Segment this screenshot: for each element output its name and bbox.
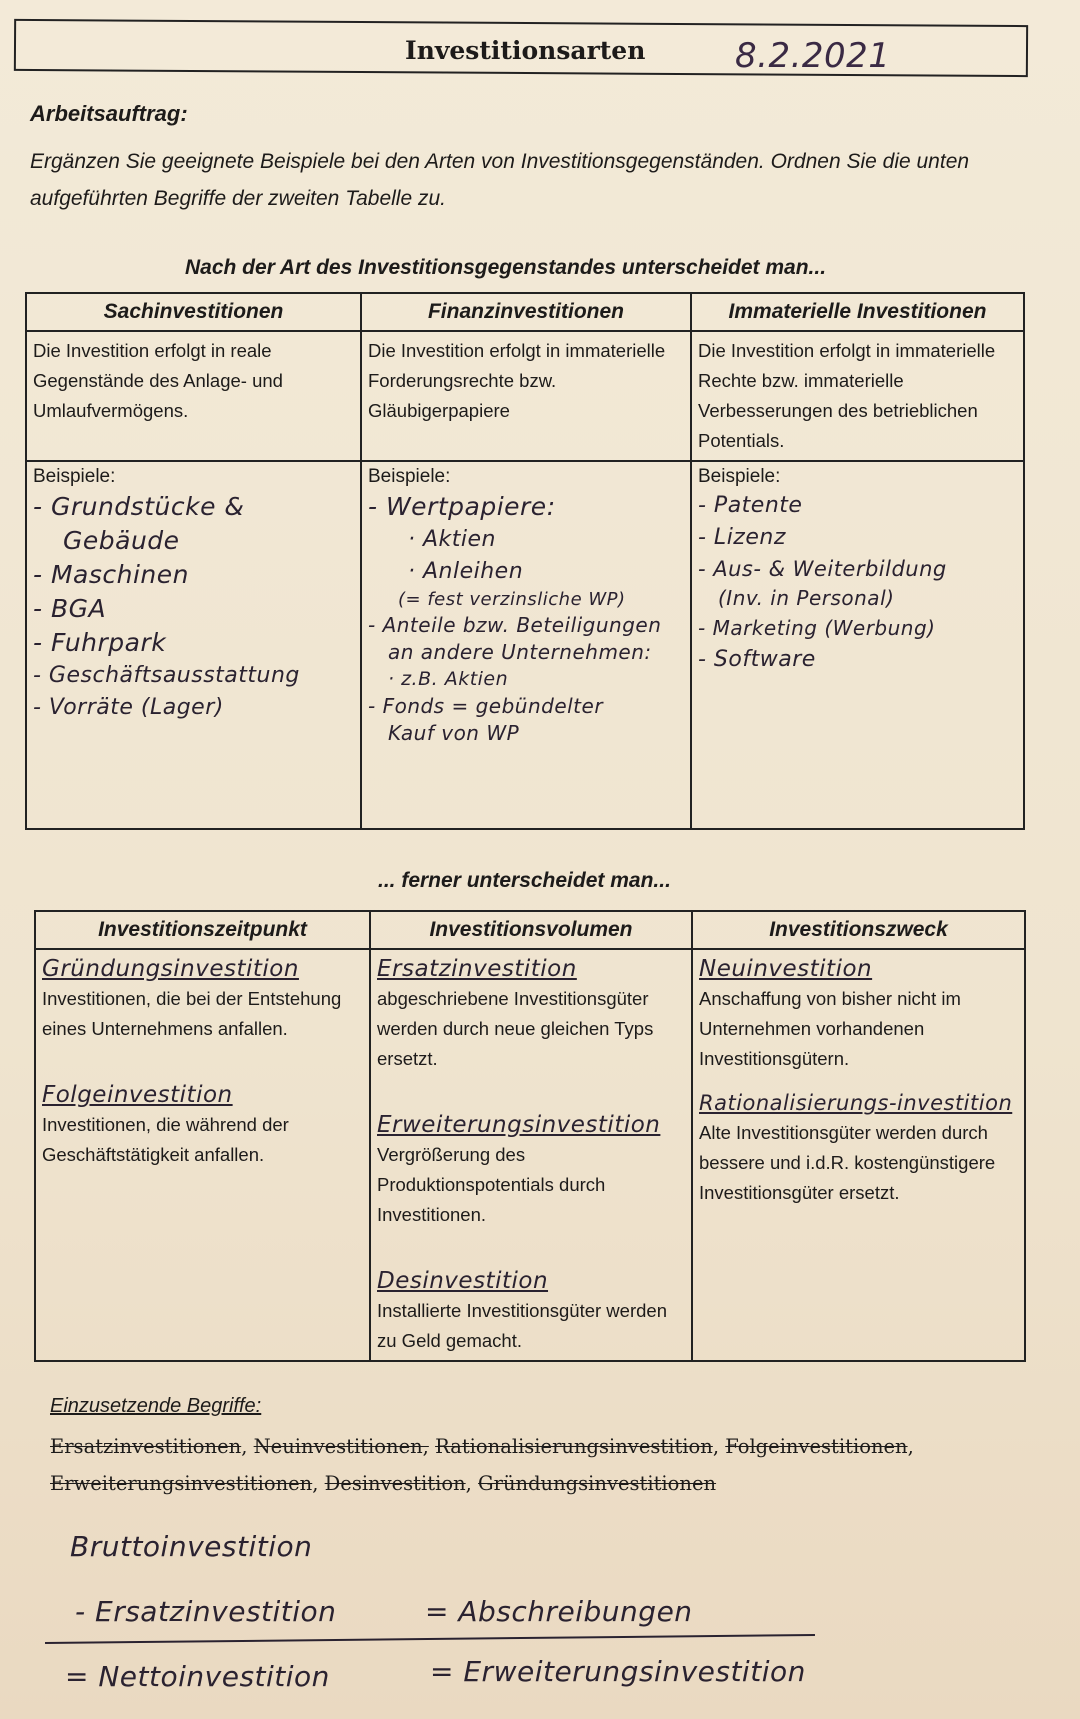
examples-label: Beispiele: bbox=[368, 466, 451, 487]
example-item: - Marketing (Werbung) bbox=[698, 616, 936, 640]
example-item: - Wertpapiere: bbox=[368, 492, 556, 521]
example-item: · Anleihen bbox=[408, 559, 524, 584]
handwritten-term: Erweiterungsinvestition bbox=[377, 1112, 661, 1138]
note-line: Bruttoinvestition bbox=[70, 1530, 313, 1563]
term-description: Installierte Investitionsgüter werden zu Geld gemacht. bbox=[377, 1300, 667, 1351]
note-line: = Nettoinvestition bbox=[65, 1660, 330, 1693]
example-item: - BGA bbox=[33, 594, 107, 623]
example-item: an andere Unternehmen: bbox=[388, 640, 652, 664]
col-header-zeitpunkt: Investitionszeitpunkt bbox=[35, 911, 370, 949]
example-item: Gebäude bbox=[63, 526, 180, 555]
term-description: Investitionen, die bei der Entstehung eines Unternehmens anfallen. bbox=[42, 988, 342, 1039]
col-header-volumen: Investitionsvolumen bbox=[370, 911, 692, 949]
examples-cell bbox=[361, 461, 691, 829]
col-header-immaterielle: Immaterielle Investitionen bbox=[691, 293, 1024, 331]
term-crossed: Erweiterungsinvestitionen bbox=[50, 1472, 313, 1495]
term-crossed: Desinvestition bbox=[324, 1472, 466, 1495]
example-item: - Grundstücke & bbox=[33, 492, 245, 521]
table1-heading: Nach der Art des Investitionsgegenstandes unterscheidet man... bbox=[185, 256, 827, 279]
term-crossed: Rationalisierungsinvestition bbox=[435, 1435, 713, 1458]
example-item: - Aus- & Weiterbildung bbox=[698, 557, 947, 581]
example-item: - Maschinen bbox=[33, 560, 189, 589]
table2-heading: ... ferner unterscheidet man... bbox=[378, 869, 671, 892]
example-item: (Inv. in Personal) bbox=[718, 586, 895, 610]
example-item: - Geschäftsausstattung bbox=[33, 663, 300, 688]
example-item: - Patente bbox=[698, 493, 803, 518]
example-item: (= fest verzinsliche WP) bbox=[398, 589, 626, 610]
example-item: Kauf von WP bbox=[388, 721, 520, 745]
terms-cell bbox=[370, 949, 692, 1361]
example-item: - Fonds = gebündelter bbox=[368, 694, 604, 718]
term-description: Alte Investitionsgüter werden durch bessere und i.d.R. kostengünstigere Investitionsgüter ersetzt. bbox=[699, 1122, 996, 1203]
description-cell: Die Investition erfolgt in reale Gegenstände des Anlage- und Umlaufvermögens. bbox=[26, 331, 361, 461]
terms-cell bbox=[35, 949, 370, 1361]
example-item: · Aktien bbox=[408, 527, 496, 552]
terms-list: Ersatzinvestitionen, Neuinvestitionen, Rationalisierungsinvestition, Folgeinvestitionen, Erweiterungsinvestitionen, Desinvestition, Gründungsinvestitionen bbox=[50, 1435, 914, 1495]
example-item: - Software bbox=[698, 647, 816, 672]
col-header-sachinvestitionen: Sachinvestitionen bbox=[26, 293, 361, 331]
col-header-finanzinvestitionen: Finanzinvestitionen bbox=[361, 293, 691, 331]
note-line: = Abschreibungen bbox=[425, 1595, 693, 1628]
example-item: - Fuhrpark bbox=[33, 628, 167, 657]
handwritten-term: Rationalisierungs-investition bbox=[699, 1091, 1013, 1115]
example-item: - Vorräte (Lager) bbox=[33, 695, 224, 720]
term-crossed: Ersatzinvestitionen bbox=[50, 1435, 242, 1458]
example-item: · z.B. Aktien bbox=[388, 668, 509, 690]
handwritten-term: Ersatzinvestition bbox=[377, 956, 577, 982]
note-line: - Ersatzinvestition bbox=[75, 1595, 337, 1628]
terms-cell bbox=[692, 949, 1025, 1361]
investment-object-table bbox=[25, 292, 1025, 830]
example-item: - Anteile bzw. Beteiligungen bbox=[368, 613, 662, 637]
handwritten-term: Folgeinvestition bbox=[42, 1082, 233, 1108]
term-crossed: Gründungsinvestitionen bbox=[478, 1472, 717, 1495]
terms-heading: Einzusetzende Begriffe: bbox=[50, 1395, 262, 1417]
investment-type-table bbox=[34, 910, 1026, 1362]
handwritten-term: Desinvestition bbox=[377, 1268, 549, 1294]
handwritten-term: Gründungsinvestition bbox=[42, 956, 299, 982]
examples-label: Beispiele: bbox=[33, 466, 116, 487]
term-description: Vergrößerung des Produktionspotentials durch Investitionen. bbox=[377, 1144, 606, 1225]
task-text: Ergänzen Sie geeignete Beispiele bei den Arten von Investitionsgegenständen. Ordnen Sie die unten aufgeführten Begriffe der zweiten Tabelle zu. bbox=[30, 150, 970, 210]
examples-cell bbox=[691, 461, 1024, 829]
underline bbox=[45, 1634, 815, 1644]
example-item: - Lizenz bbox=[698, 525, 786, 550]
note-line: = Erweiterungsinvestition bbox=[430, 1655, 806, 1688]
examples-cell bbox=[26, 461, 361, 829]
task-heading: Arbeitsauftrag: bbox=[30, 101, 188, 126]
term-description: abgeschriebene Investitionsgüter werden durch neue gleichen Typs ersetzt. bbox=[377, 988, 654, 1069]
term-description: Anschaffung von bisher nicht im Unternehmen vorhandenen Investitionsgütern. bbox=[699, 988, 961, 1069]
term-crossed: Folgeinvestitionen bbox=[725, 1435, 908, 1458]
examples-label: Beispiele: bbox=[698, 466, 781, 487]
handwritten-term: Neuinvestition bbox=[699, 956, 873, 982]
col-header-zweck: Investitionszweck bbox=[692, 911, 1025, 949]
term-crossed: Neuinvestitionen, bbox=[253, 1435, 429, 1458]
page-title: Investitionsarten bbox=[405, 36, 646, 65]
description-cell: Die Investition erfolgt in immaterielle Forderungsrechte bzw. Gläubigerpapiere bbox=[361, 331, 691, 461]
term-description: Investitionen, die während der Geschäftstätigkeit anfallen. bbox=[42, 1114, 289, 1165]
description-cell: Die Investition erfolgt in immaterielle Rechte bzw. immaterielle Verbesserungen des betrieblichen Potentials. bbox=[691, 331, 1024, 461]
handwritten-date: 8.2.2021 bbox=[735, 36, 891, 76]
